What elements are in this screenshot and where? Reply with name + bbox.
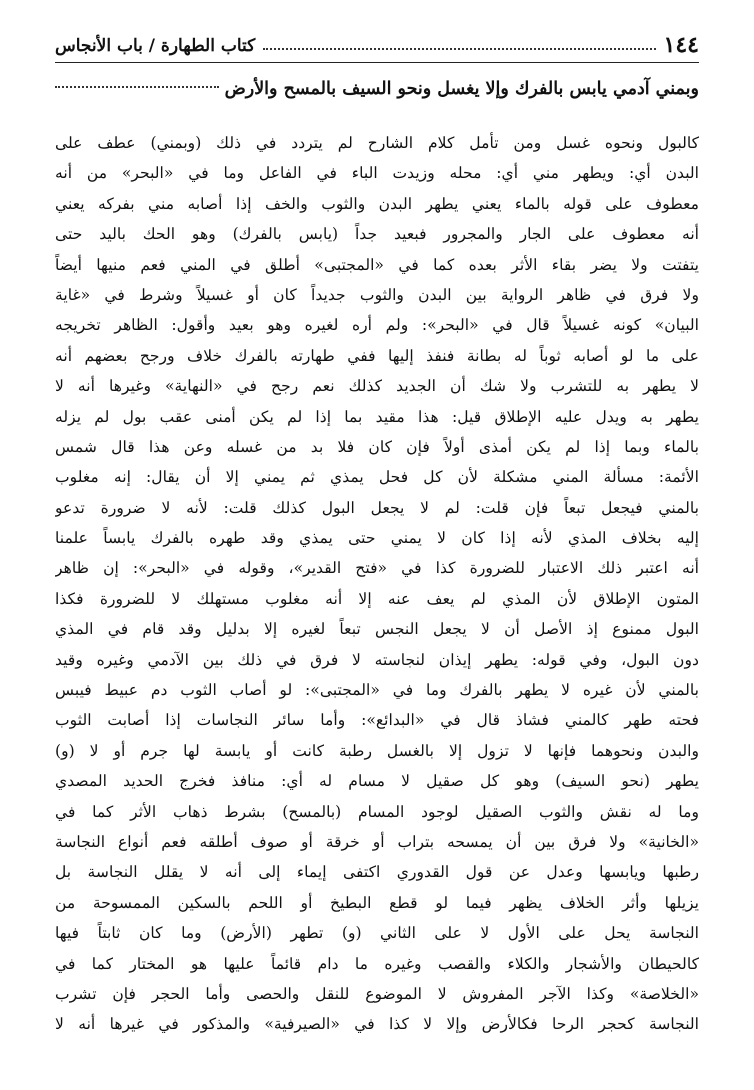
- body-line: «الخلاصة» وكذا الآجر المفروش لا الموضوع للنقل والحصى وأما الحجر فإن تشرب: [55, 984, 699, 1003]
- body-line: يتفتت ولا يضر بقاء الأثر بعده كما في «المجتبى» أطلق في المني فعم منيها أيضاً: [55, 255, 699, 274]
- body-line: ولا فرق في ظاهر الرواية بين البدن والثوب جديداً كان أو غسيلاً وشرط في «غاية: [55, 285, 699, 304]
- body-line: يزيلها وأثر الخلاف يظهر فيما لو قطع البطيخ أو اللحم بالسكين الممسوحة من: [55, 893, 699, 912]
- body-line: وما له نقش والثوب الصقيل لوجود المسام (بالمسح) بشرط ذهاب الأثر كما في: [55, 802, 699, 821]
- body-line: البيان» كونه غسيلاً قال في «البحر»: ولم أره لغيره وهو بعيد وأقول: الظاهر تخريجه: [55, 316, 699, 335]
- matn-dotted-leader: [55, 86, 219, 88]
- header-dotted-leader: [263, 48, 655, 50]
- page-header: [55, 30, 699, 56]
- matn-line: [55, 74, 699, 104]
- body-line: الأئمة: مسألة المني مشكلة لأن كل فحل يمذي ثم يمني إلا أن يقال: إنه مغلوب: [55, 468, 699, 487]
- body-line: بالمني لأن غيره لا يطهر بالفرك وما في «المجتبى»: لو أصاب الثوب دم عبيط فيبس: [55, 681, 699, 700]
- body-line: فحته طهر كالمني فشاذ قال في «البدائع»: وأما سائر النجاسات إذا أصابت الثوب: [55, 711, 699, 730]
- body-line: يطهر به ويدل عليه الإطلاق قيل: هذا مقيد بما إذا لم يكن أمنى عقب بول لم يزله: [55, 407, 699, 426]
- body-line: البدن أي: ويطهر مني أي: محله وزيدت الباء في الفاعل وما في «البحر» من أنه: [55, 164, 699, 183]
- body-line: يطهر (نحو السيف) وهو كل صقيل لا مسام له أي: منافذ فخرج الحديد المصدي: [55, 772, 699, 791]
- body-line: «الخانية» ولا فرق بين أن يمسحه بتراب أو خرقة أو صوف أطلقه فعم أنواع النجاسة: [55, 832, 699, 851]
- body-line: على ما لو أصابه ثوباً له بطانة فنفذ إليها ففي طهارته بالفرك خلاف ورجح بعضهم أنه: [55, 346, 699, 365]
- body-line: كالبول ونحوه غسل ومن تأمل كلام الشارح لم يتردد في ذلك (وبمني) عطف على: [55, 134, 699, 152]
- body-line: أنه اعتبر ذلك الاعتبار للضرورة كذا في «فتح القدير»، وقوله في «البحر»: إن ظاهر: [55, 559, 699, 578]
- body-line: والبدن ونحوهما فإنها لا تزول إلا بالغسل رطبة كانت أو يابسة لها جرم أو لا (و): [55, 741, 699, 760]
- body-line: معطوف على قوله بالماء يعني يطهر البدن والثوب والخف إذا أصابه مني بفركه يعني: [55, 194, 699, 213]
- body-line: النجاسة يحل على الأول لا على الثاني (و) تطهر (الأرض) وما كان ثابتاً فيها: [55, 924, 699, 943]
- header-rule: [55, 62, 699, 63]
- body-line: أنه معطوف على الجار والمجرور فبعيد جداً (يابس بالفرك) وهو الحك باليد حتى: [55, 225, 699, 244]
- body-line: كالحيطان والأشجار والكلاء والقصب وغيره ما دام قائماً عليها هو المختار كما في: [55, 954, 699, 973]
- body-line: البول ممنوع إذ الأصل أن لا يجعل النجس تبعاً لغيره إلا بدليل وقد قام في المذي: [55, 620, 699, 639]
- body-line: بالماء وبما إذا لم يكن أمذى أولاً فإن كان فلا بد من غسله وعن هذا قال شمس: [55, 437, 699, 456]
- body-line: النجاسة كحجر الرحا فكالأرض وإلا لا كذا في «الصيرفية» والمذكور في غيرها أنه لا: [55, 1015, 699, 1034]
- page-number: ١٤٤: [663, 32, 699, 58]
- commentary-body: [55, 128, 699, 1040]
- body-line: إليه بخلاف المذي لأنه إذا كان لا يمني حتى يمذي وقد طهره بالفرك يابساً علمنا: [55, 529, 699, 548]
- body-line: دون البول، وفي قوله: يطهر إيذان لنجاسته لا فرق في ذلك بين الآدمي وغيره وقيد: [55, 650, 699, 669]
- matn-text: وبمني آدمي يابس بالفرك وإلا يغسل ونحو السيف بالمسح والأرض: [224, 79, 699, 99]
- body-line: رطبها ويابسها وعدل عن قول القدوري اكتفى إيماء إلى أنه لا يقلل النجاسة بل: [55, 863, 699, 882]
- body-line: المتون الإطلاق لأن المذي لم يعف عنه إلا أنه مغلوب مستهلك لا للضرورة فكذا: [55, 589, 699, 608]
- body-line: بالمني فيجعل تبعاً فإن قلت: لم لا يجعل البول كذلك قلت: لأنه لا ضرورة تدعو: [55, 498, 699, 517]
- running-title: كتاب الطهارة / باب الأنجاس: [55, 36, 256, 56]
- body-line: لا يطهر به للتشرب ولا شك أن الجديد كذلك نعم رجح في «النهاية» وغيرها أنه لا: [55, 377, 699, 396]
